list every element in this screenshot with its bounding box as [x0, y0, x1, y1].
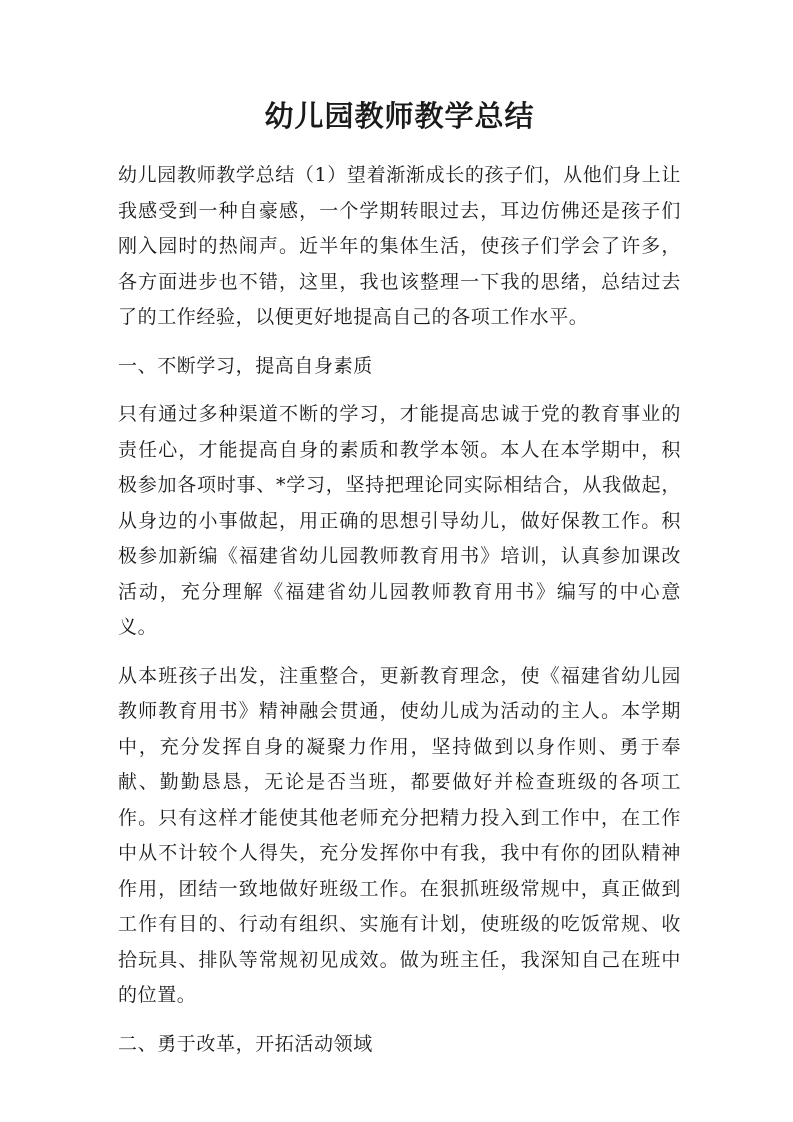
document-title: 幼儿园教师教学总结: [264, 99, 535, 133]
section-one-paragraph-2: 从本班孩子出发，注重整合，更新教育理念，使《福建省幼儿园教师教育用书》精神融会贯通，使幼儿成为活动的主人。本学期中，充分发挥自身的凝聚力作用，坚持做到以身作则、勇于奉献、勤勤恳恳，无论是否当班，都要做好并检查班级的各项工作。只有这样才能使其他老师充分把精力投入到工作中，在工作中从不计较个人得失，充分发挥你中有我，我中有你的团队精神作用，团结一致地做好班级工作。在狠抓班级常规中，真正做到工作有目的、行动有组织、实施有计划，使班级的吃饭常规、收拾玩具、排队等常规初见成效。做为班主任，我深知自己在班中的位置。: [118, 664, 681, 1006]
section-heading-one: 一、不断学习，提高自身素质: [118, 354, 373, 377]
section-heading-two: 二、勇于改革，开拓活动领域: [118, 1032, 373, 1055]
intro-paragraph: 幼儿园教师教学总结（1）望着渐渐成长的孩子们，从他们身上让我感受到一种自豪感，一个学期转眼过去，耳边仿佛还是孩子们刚入园时的热闹声。近半年的集体生活，使孩子们学会了许多，各方面进步也不错，这里，我也该整理一下我的思绪，总结过去了的工作经验，以便更好地提高自己的各项工作水平。: [118, 164, 681, 328]
section-one-paragraph-1: 只有通过多种渠道不断的学习，才能提高忠诚于党的教育事业的责任心，才能提高自身的素质和教学本领。本人在本学期中，积极参加各项时事、*学习，坚持把理论同实际相结合，从我做起，从身边的小事做起，用正确的思想引导幼儿，做好保教工作。积极参加新编《福建省幼儿园教师教育用书》培训，认真参加课改活动，充分理解《福建省幼儿园教师教育用书》编写的中心意义。: [118, 403, 681, 638]
